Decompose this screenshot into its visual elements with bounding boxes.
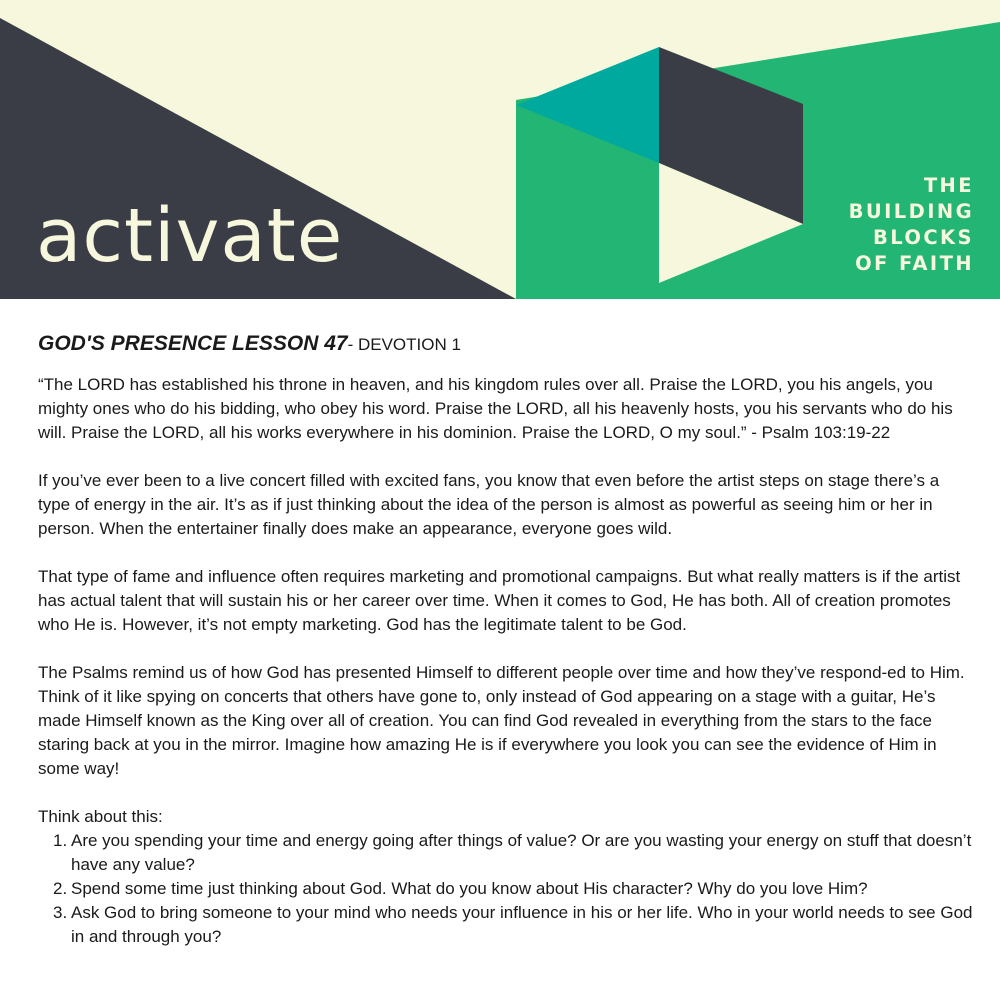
- scripture-quote: “The LORD has established his throne in heaven, and his kingdom rules over all. Praise the LORD, you his angels, you mighty ones who do his bidding, who obey his word. Praise the LORD, all his heavenly hosts, you his servants who do his will. Praise the LORD, all his works everywhere in his dominion. Praise the LORD, O my soul.” - Psalm 103:19-22: [38, 375, 953, 442]
- list-item-text: Are you spending your time and energy going after things of value? Or are you wasting your energy on stuff that doesn’t have any value?: [71, 831, 972, 874]
- activate-title: activate: [36, 193, 344, 279]
- series-title-line: BLOCKS: [872, 226, 974, 249]
- body-paragraph: That type of fame and influence often requires marketing and promotional campaigns. But what really matters is if the artist has actual talent that will sustain his or her career over time. When it comes to God, He has both. All of creation promotes who He is. However, it’s not empty marketing. God has the legitimate talent to be God.: [38, 567, 961, 634]
- devotion-content: [38, 330, 974, 949]
- list-item: [38, 901, 974, 949]
- list-item-text: Ask God to bring someone to your mind who needs your influence in his or her life. Who in your world needs to see God in and through you?: [71, 903, 973, 946]
- list-item-number: 2.: [53, 879, 68, 898]
- lesson-subtitle: - DEVOTION 1: [347, 335, 461, 354]
- body-paragraph: If you’ve ever been to a live concert filled with excited fans, you know that even before the artist steps on stage there’s a type of energy in the air. It’s as if just thinking about the idea of the person is almost as powerful as seeing him or her in person. When the entertainer finally does make an appearance, everyone goes wild.: [38, 471, 940, 538]
- list-item-text: Spend some time just thinking about God. What do you know about His character? Why do you love Him?: [71, 879, 868, 898]
- header-banner: [0, 0, 1000, 299]
- series-title-line: THE: [923, 174, 974, 197]
- lesson-heading: [38, 330, 974, 359]
- series-title: [714, 173, 974, 277]
- list-item: [38, 877, 974, 901]
- list-item-number: 3.: [53, 903, 68, 922]
- list-item-number: 1.: [53, 831, 68, 850]
- lesson-title: GOD'S PRESENCE LESSON 47: [38, 332, 348, 355]
- body-paragraph: The Psalms remind us of how God has presented Himself to different people over time and how they’ve respond-ed to Him. Think of it like spying on concerts that others have gone to, only instead of God appearing on a stage with a guitar, He’s made Himself known as the King over all of creation. You can find God revealed in everything from the stars to the face staring back at you in the mirror. Imagine how amazing He is if everywhere you look you can see the evidence of Him in some way!: [38, 663, 965, 778]
- series-title-line: OF FAITH: [855, 252, 974, 275]
- think-label: Think about this:: [38, 807, 163, 826]
- list-item: [38, 829, 974, 877]
- think-list: [38, 829, 974, 949]
- series-title-line: BUILDING: [848, 200, 974, 223]
